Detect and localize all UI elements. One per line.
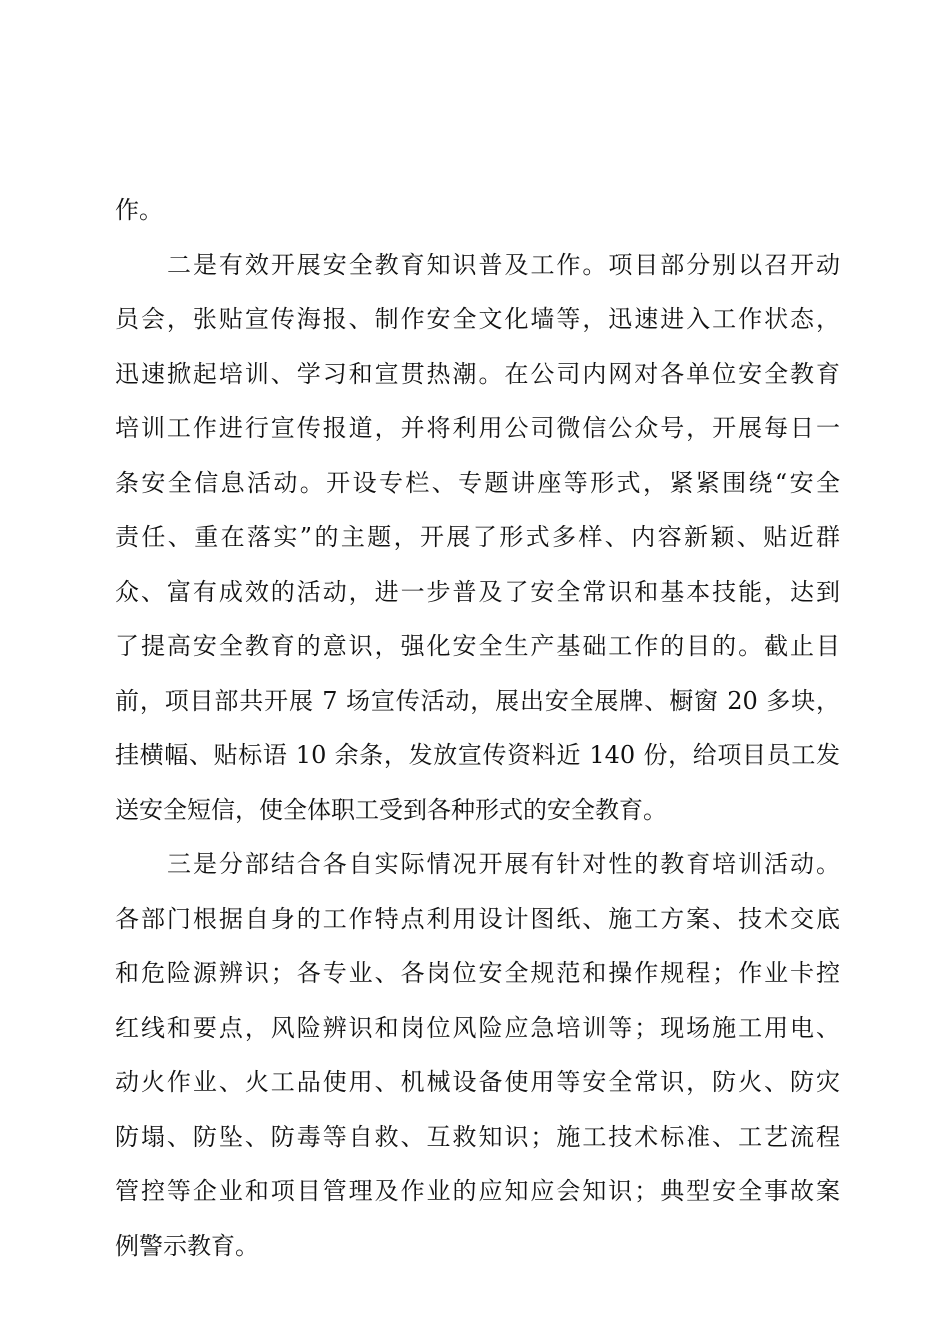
text-line: 动火作业、火工品使用、机械设备使用等安全常识，防火、防灾 bbox=[115, 1068, 840, 1096]
body-text bbox=[115, 183, 840, 1273]
text-line: 员会，张贴宣传海报、制作安全文化墙等，迅速进入工作状态， bbox=[115, 305, 840, 333]
text-line: 了提高安全教育的意识，强化安全生产基础工作的目的。截止目 bbox=[115, 632, 840, 660]
paragraph-two-first-line: 二是有效开展安全教育知识普及工作。项目部分别以召开动 bbox=[167, 250, 840, 279]
paragraph-three-first-line: 三是分部结合各自实际情况开展有针对性的教育培训活动。 bbox=[167, 850, 840, 878]
text-line: 和危险源辨识；各专业、各岗位安全规范和操作规程；作业卡控 bbox=[115, 959, 840, 987]
text-line: 红线和要点，风险辨识和岗位风险应急培训等；现场施工用电、 bbox=[115, 1013, 840, 1042]
text-line: 各部门根据自身的工作特点利用设计图纸、施工方案、技术交底 bbox=[115, 904, 840, 933]
text-line: 条安全信息活动。开设专栏、专题讲座等形式，紧紧围绕“安全 bbox=[115, 468, 840, 497]
text-line: 迅速掀起培训、学习和宣贯热潮。在公司内网对各单位安全教育 bbox=[115, 359, 840, 388]
paragraph-two-last-line: 送安全短信，使全体职工受到各种形式的安全教育。 bbox=[115, 795, 667, 824]
text-line: 挂横幅、贴标语 10 余条，发放宣传资料近 140 份，给项目员工发 bbox=[115, 741, 840, 769]
text-line: 管控等企业和项目管理及作业的应知应会知识；典型安全事故案 bbox=[115, 1177, 840, 1205]
text-line: 责任、重在落实”的主题，开展了形式多样、内容新颖、贴近群 bbox=[115, 523, 840, 551]
text-line: 培训工作进行宣传报道，并将利用公司微信公众号，开展每日一 bbox=[115, 414, 840, 442]
text-line: 作。 bbox=[115, 196, 163, 224]
text-line: 防塌、防坠、防毒等自救、互救知识；施工技术标准、工艺流程 bbox=[115, 1122, 840, 1151]
text-line: 众、富有成效的活动，进一步普及了安全常识和基本技能，达到 bbox=[115, 577, 840, 606]
paragraph-three-last-line: 例警示教育。 bbox=[115, 1231, 259, 1260]
text-line: 前，项目部共开展 7 场宣传活动，展出安全展牌、橱窗 20 多块， bbox=[115, 686, 840, 715]
